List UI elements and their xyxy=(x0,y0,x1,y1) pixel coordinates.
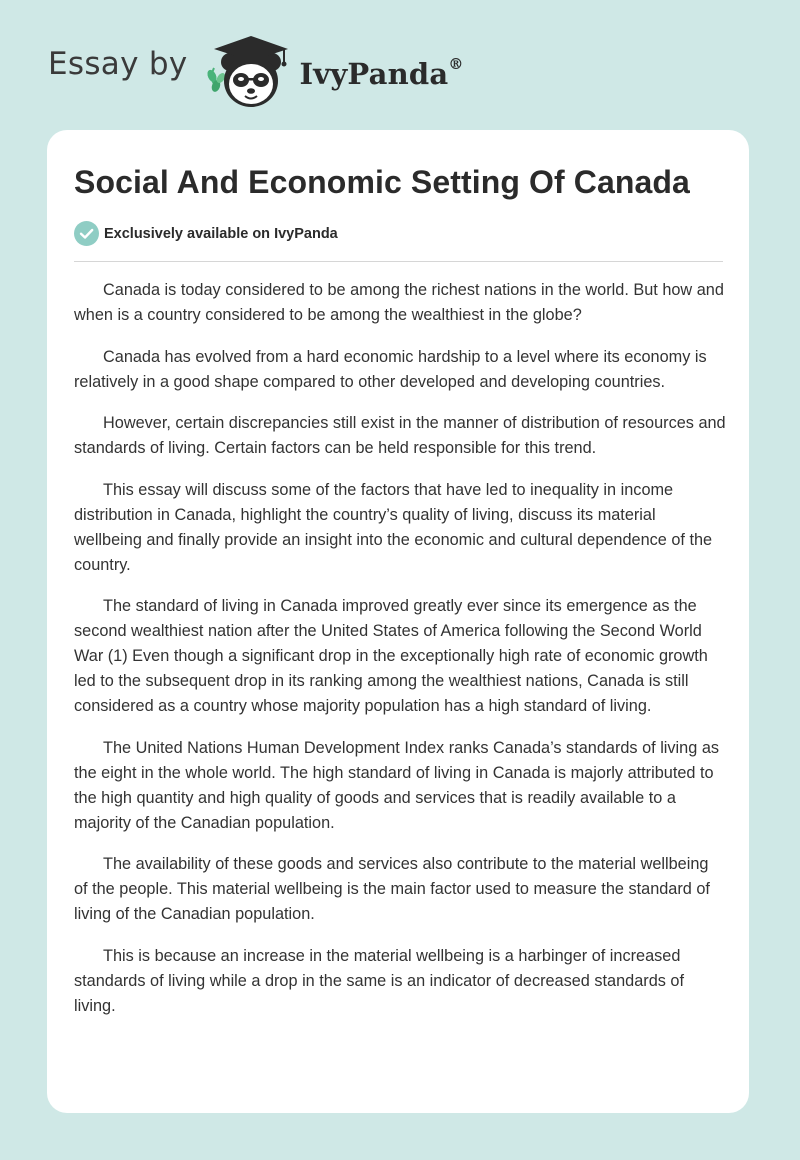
essay-body xyxy=(74,278,726,1035)
exclusive-badge xyxy=(74,221,338,246)
paragraph: Canada has evolved from a hard economic hardship to a level where its economy is relatively in a good shape compared to other developed and developing countries. xyxy=(74,347,707,391)
essay-by-label: Essay by xyxy=(48,46,188,82)
brand-text: IvyPanda xyxy=(299,57,449,91)
brand-name xyxy=(300,57,464,91)
paragraph: This essay will discuss some of the factors that have led to inequality in income distribution in Canada, highlight the country’s quality of living, discuss its material wellbeing and finally provide an insight into the economic and cultural dependence of the country. xyxy=(74,480,713,574)
paragraph: This is because an increase in the material wellbeing is a harbinger of increased standards of living while a drop in the same is an indicator of decreased standards of living. xyxy=(74,946,684,1015)
check-circle-icon xyxy=(74,221,99,246)
paragraph: The availability of these goods and services also contribute to the material wellbeing of the people. This material wellbeing is the main factor used to measure the standard of living of the Canadian population. xyxy=(74,855,710,923)
site-header xyxy=(48,32,464,112)
exclusive-badge-text: Exclusively available on IvyPanda xyxy=(104,225,338,242)
registered-mark: ® xyxy=(448,55,464,74)
divider xyxy=(74,261,723,262)
paragraph: Canada is today considered to be among the richest nations in the world. But how and when is a country considered to be among the wealthiest in the globe? xyxy=(74,281,724,324)
panda-graduate-icon xyxy=(204,32,296,112)
paragraph: The United Nations Human Development Index ranks Canada’s standards of living as the eight in the whole world. The high standard of living in Canada is majorly attributed to the high quantity and high quality of goods and services that is readily available to a majority of the Canadian population. xyxy=(74,738,720,832)
page-title: Social And Economic Setting Of Canada xyxy=(74,164,690,200)
essay-card xyxy=(47,130,749,1113)
paragraph: However, certain discrepancies still exist in the manner of distribution of resources and standards of living. Certain factors can be held responsible for this trend. xyxy=(74,414,726,457)
paragraph: The standard of living in Canada improved greatly ever since its emergence as the second wealthiest nation after the United States of America following the Second World War (1) Even though a significant drop in the exceptionally high rate of economic growth led to the subsequent drop in its ranking among the wealthiest nations, Canada is still considered as a country whose majority population has a high standard of living. xyxy=(74,597,708,715)
